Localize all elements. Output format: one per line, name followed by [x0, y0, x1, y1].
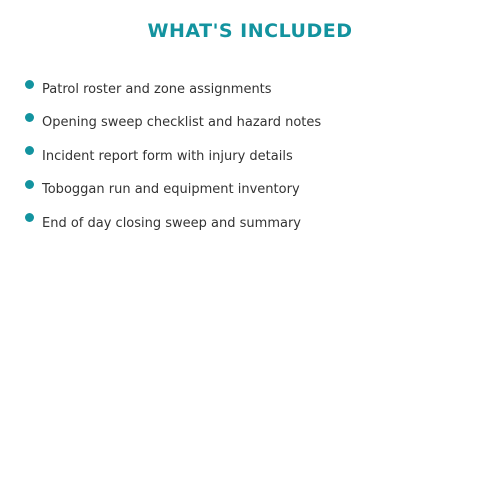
list-item: [0, 178, 500, 211]
list-item-label: End of day closing sweep and summary: [42, 215, 301, 231]
bullet-dot-icon: [25, 113, 34, 122]
list-item-label: Incident report form with injury details: [42, 148, 293, 164]
list-item-label: Toboggan run and equipment inventory: [42, 182, 300, 198]
bullet-dot-icon: [25, 146, 34, 155]
bullet-dot-icon: [25, 80, 34, 89]
list-item: [0, 78, 500, 111]
bullet-dot-icon: [25, 213, 34, 222]
list-item: [0, 145, 500, 178]
bullet-dot-icon: [25, 180, 34, 189]
list-item-label: Opening sweep checklist and hazard notes: [42, 115, 322, 131]
section-title: WHAT'S INCLUDED: [147, 20, 353, 42]
list-item: [0, 111, 500, 144]
included-list: [0, 78, 500, 245]
list-item: [0, 212, 500, 245]
list-item-label: Patrol roster and zone assignments: [42, 82, 272, 97]
